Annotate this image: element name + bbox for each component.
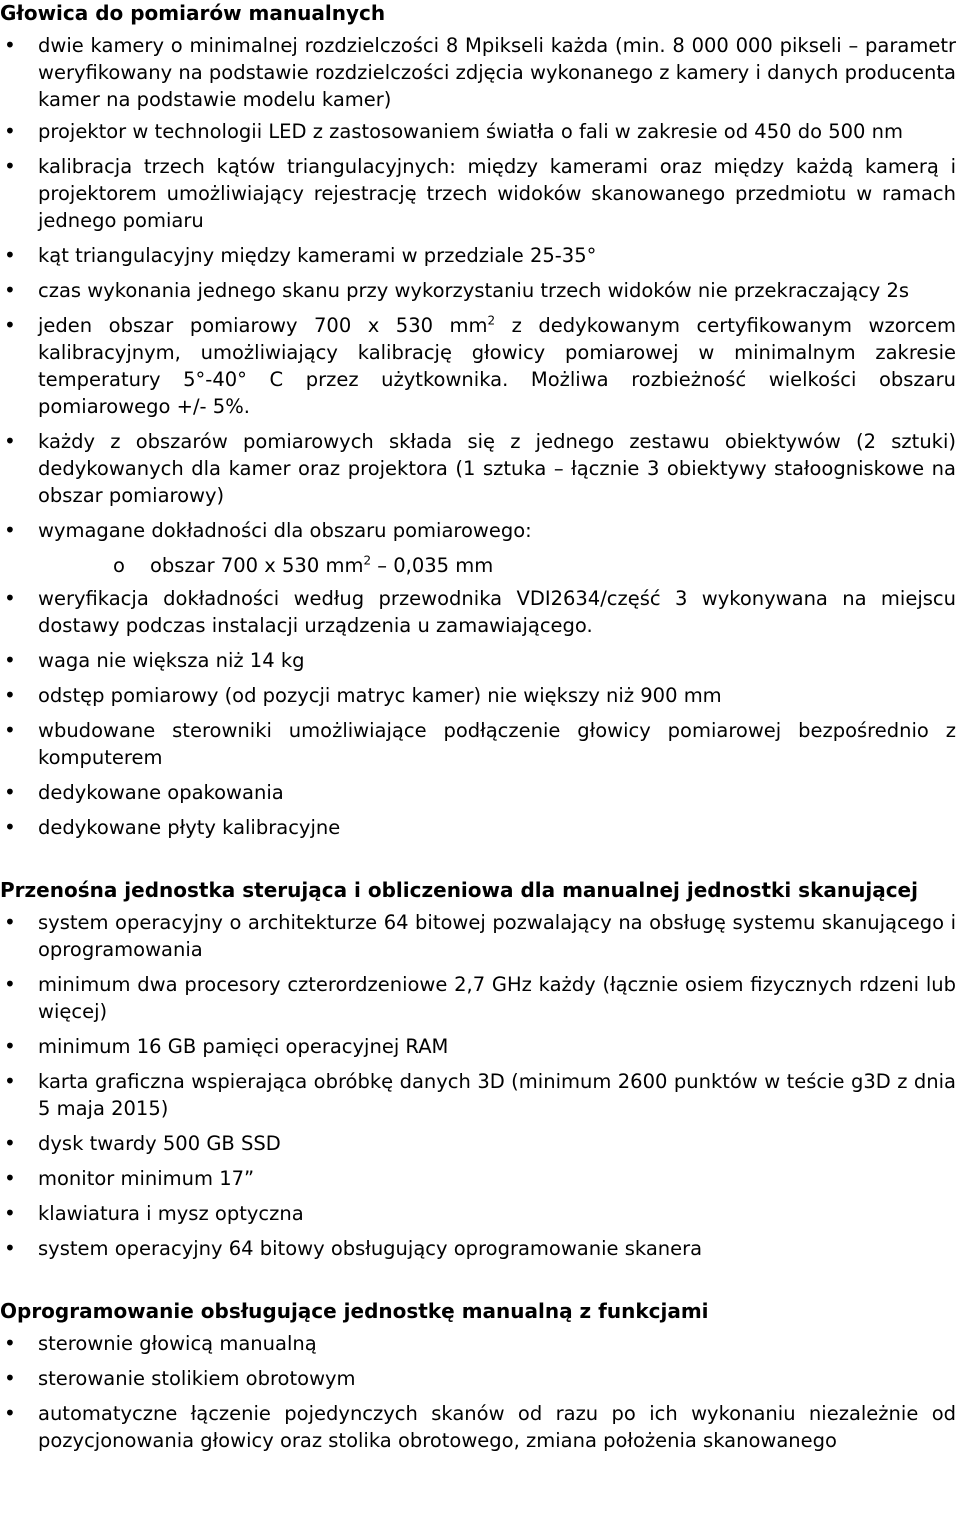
bullet-icon: •	[4, 780, 16, 804]
list-item	[0, 428, 956, 509]
list-item-text: wbudowane sterowniki umożliwiające podłączenie głowicy pomiarowej bezpośrednio z komputerem	[38, 719, 956, 769]
list-item	[0, 1400, 956, 1454]
superscript: 2	[363, 553, 372, 568]
bullet-icon: •	[4, 683, 16, 707]
bullet-icon: •	[4, 1236, 16, 1260]
list-item	[0, 1235, 956, 1262]
section-title-measurement-head: Głowica do pomiarów manualnych	[0, 1, 386, 25]
bullet-icon: •	[4, 313, 16, 337]
bullet-icon: •	[4, 1201, 16, 1225]
list-item-text: odstęp pomiarowy (od pozycji matryc kamer) nie większy niż 900 mm	[38, 684, 722, 707]
list-item-text: system operacyjny o architekturze 64 bitowej pozwalający na obsługę systemu skanującego i oprogramowania	[38, 911, 956, 961]
list-item-text: kąt triangulacyjny między kamerami w przedziale 25-35°	[38, 244, 597, 267]
sub-list-item	[0, 552, 956, 579]
list-item-text-part: jeden obszar pomiarowy 700 x 530 mm	[38, 314, 488, 337]
list-item-text: waga nie większa niż 14 kg	[38, 649, 305, 672]
section-title-control-unit: Przenośna jednostka sterująca i obliczeniowa dla manualnej jednostki skanującej	[0, 878, 918, 902]
list-item	[0, 1365, 956, 1392]
sub-list	[0, 552, 956, 579]
list-item	[0, 517, 956, 579]
bullet-icon: •	[4, 1366, 16, 1390]
list-item	[0, 1068, 956, 1122]
list-item-text: sterowanie stolikiem obrotowym	[38, 1367, 356, 1390]
list-item-text: minimum dwa procesory czterordzeniowe 2,7 GHz każdy (łącznie osiem fizycznych rdzeni lub więcej)	[38, 973, 956, 1023]
bullet-icon: •	[4, 648, 16, 672]
list-item-text-part: z dedykowanym certyfikowanym wzorcem kalibracyjnym, umożliwiający kalibrację głowicy pomiarowej w minimalnym zakresie temperatury 5°-40° C przez użytkownika. Możliwa rozbieżność wielkości obszaru pomiarowego +/- 5%.	[38, 314, 956, 418]
list-item	[0, 32, 956, 113]
section-list-software	[0, 1330, 956, 1454]
bullet-icon: •	[4, 1401, 16, 1425]
list-item-text: system operacyjny 64 bitowy obsługujący oprogramowanie skanera	[38, 1237, 703, 1260]
list-item-text: minimum 16 GB pamięci operacyjnej RAM	[38, 1035, 449, 1058]
section-list-control-unit	[0, 909, 956, 1262]
superscript: 2	[487, 313, 496, 328]
list-item-text: wymagane dokładności dla obszaru pomiarowego:	[38, 519, 532, 542]
bullet-icon: •	[4, 154, 16, 178]
list-item	[0, 647, 956, 674]
sub-bullet-icon: o	[113, 554, 125, 577]
sub-list-item-text-part: – 0,035 mm	[371, 554, 494, 577]
list-item	[0, 814, 956, 841]
list-item	[0, 312, 956, 420]
list-item-text: sterownie głowicą manualną	[38, 1332, 317, 1355]
bullet-icon: •	[4, 33, 16, 57]
list-item	[0, 153, 956, 234]
list-item	[0, 1130, 956, 1157]
list-item	[0, 585, 956, 639]
list-item-text: dwie kamery o minimalnej rozdzielczości 8 Mpikseli każda (min. 8 000 000 pikseli – parametr weryfikowany na podstawie rozdzielczości zdjęcia wykonanego z kamery i danych producenta kamer na podstawie modelu kamer)	[38, 34, 956, 111]
list-item-text: klawiatura i mysz optyczna	[38, 1202, 304, 1225]
bullet-icon: •	[4, 518, 16, 542]
bullet-icon: •	[4, 1166, 16, 1190]
bullet-icon: •	[4, 1069, 16, 1093]
list-item	[0, 682, 956, 709]
list-item-text: dedykowane opakowania	[38, 781, 284, 804]
list-item-text: automatyczne łączenie pojedynczych skanów od razu po ich wykonaniu niezależnie od pozycjonowania głowicy oraz stolika obrotowego, zmiana położenia skanowanego	[38, 1402, 956, 1452]
section-list-measurement-head	[0, 32, 956, 841]
bullet-icon: •	[4, 815, 16, 839]
bullet-icon: •	[4, 1131, 16, 1155]
bullet-icon: •	[4, 278, 16, 302]
bullet-icon: •	[4, 718, 16, 742]
list-item-text: karta graficzna wspierająca obróbkę danych 3D (minimum 2600 punktów w teście g3D z dnia 5 maja 2015)	[38, 1070, 956, 1120]
list-item	[0, 118, 956, 145]
list-item-text: kalibracja trzech kątów triangulacyjnych: między kamerami oraz między każdą kamerą i projektorem umożliwiający rejestrację trzech widoków skanowanego przedmiotu w ramach jednego pomiaru	[38, 155, 956, 232]
list-item	[0, 909, 956, 963]
list-item	[0, 971, 956, 1025]
list-item	[0, 1033, 956, 1060]
list-item	[0, 1165, 956, 1192]
list-item	[0, 717, 956, 771]
list-item-text: dysk twardy 500 GB SSD	[38, 1132, 281, 1155]
bullet-icon: •	[4, 910, 16, 934]
bullet-icon: •	[4, 119, 16, 143]
list-item-text: czas wykonania jednego skanu przy wykorzystaniu trzech widoków nie przekraczający 2s	[38, 279, 910, 302]
list-item	[0, 277, 956, 304]
list-item	[0, 779, 956, 806]
bullet-icon: •	[4, 1331, 16, 1355]
section-title-software: Oprogramowanie obsługujące jednostkę manualną z funkcjami	[0, 1299, 709, 1323]
sub-list-item-text-part: obszar 700 x 530 mm	[150, 554, 364, 577]
list-item-text: dedykowane płyty kalibracyjne	[38, 816, 341, 839]
list-item-text: projektor w technologii LED z zastosowaniem światła o fali w zakresie od 450 do 500 nm	[38, 120, 903, 143]
list-item	[0, 242, 956, 269]
list-item	[0, 1200, 956, 1227]
bullet-icon: •	[4, 1034, 16, 1058]
list-item-text: monitor minimum 17”	[38, 1167, 255, 1190]
list-item	[0, 1330, 956, 1357]
bullet-icon: •	[4, 972, 16, 996]
list-item-text: weryfikacja dokładności według przewodnika VDI2634/część 3 wykonywana na miejscu dostawy podczas instalacji urządzenia u zamawiającego.	[38, 587, 956, 637]
bullet-icon: •	[4, 429, 16, 453]
bullet-icon: •	[4, 586, 16, 610]
bullet-icon: •	[4, 243, 16, 267]
list-item-text: każdy z obszarów pomiarowych składa się z jednego zestawu obiektywów (2 sztuki) dedykowanych dla kamer oraz projektora (1 sztuka – łącznie 3 obiektywy stałoogniskowe na obszar pomiarowy)	[38, 430, 956, 507]
